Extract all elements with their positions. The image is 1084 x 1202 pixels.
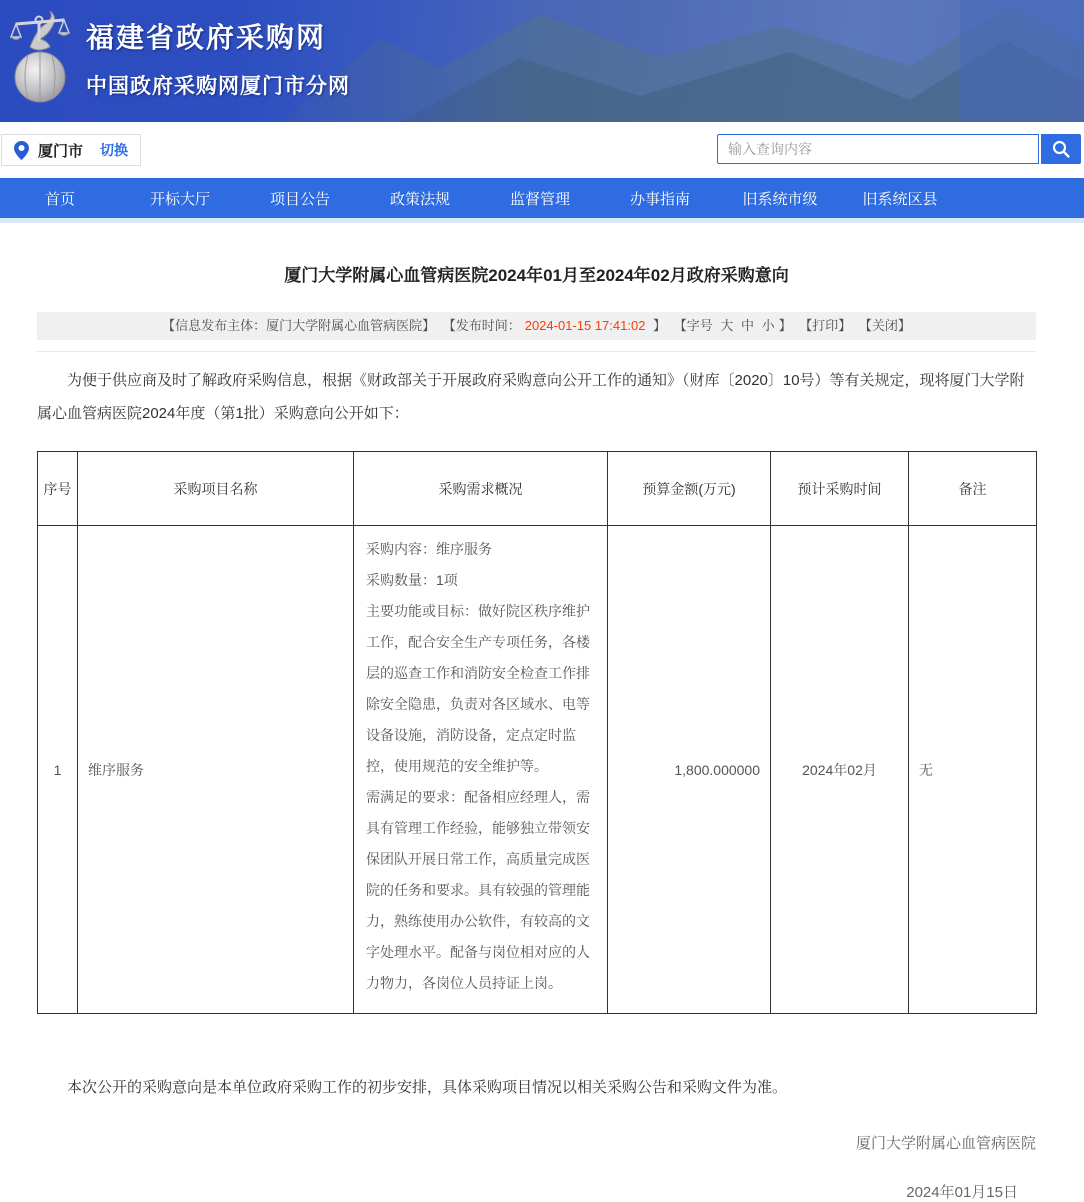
search-input[interactable]	[717, 134, 1039, 164]
demand-line: 主要功能或目标：做好院区秩序维护工作，配合安全生产专项任务，各楼层的巡查工作和消防安全检查工作排除安全隐患，负责对各区域水、电等设备设施，消防设备，定点定时监控，使用规范的安全维护等。	[366, 603, 590, 774]
nav-item-old-system-city[interactable]: 旧系统市级	[742, 190, 818, 208]
print-button[interactable]: 【打印】	[799, 318, 852, 333]
toolbar	[0, 122, 1084, 178]
closing-paragraph: 本次公开的采购意向是本单位政府采购工作的初步安排，具体采购项目情况以相关采购公告和采购文件为准。	[67, 1079, 788, 1096]
publish-time-suffix: 】	[649, 318, 667, 333]
scales-globe-icon	[8, 7, 72, 107]
table-header-row	[38, 452, 1037, 526]
demand-line: 采购数量：1项	[366, 572, 458, 588]
nav-item-service-guide[interactable]: 办事指南	[629, 190, 690, 208]
col-header-demand: 采购需求概况	[354, 452, 608, 526]
cell-purchase-time: 2024年02月	[771, 526, 909, 1014]
demand-line: 采购内容：维序服务	[366, 541, 492, 557]
fontsize-suffix: 】	[778, 318, 792, 333]
article-meta-bar	[37, 312, 1036, 340]
search-bar	[717, 134, 1081, 164]
fontsize-large-button[interactable]: 大	[720, 318, 734, 333]
fontsize-prefix: 【字号	[673, 318, 713, 333]
nav-item-home[interactable]: 首页	[44, 190, 75, 208]
article	[37, 261, 1036, 1202]
switch-city-link[interactable]: 切换	[100, 142, 129, 158]
document-date: 2024年01月15日	[906, 1184, 1018, 1201]
demand-line: 需满足的要求：配备相应经理人，需具有管理工作经验，能够独立带领安保团队开展日常工作，高质量完成医院的任务和要求。具有较强的管理能力，熟练使用办公软件，有较高的文字处理水平。配备与岗位相对应的人力物力，各岗位人员持证上岗。	[366, 789, 590, 991]
col-header-note: 备注	[909, 452, 1037, 526]
fontsize-medium-button[interactable]: 中	[740, 318, 754, 333]
site-title: 福建省政府采购网	[86, 22, 327, 53]
main-nav	[0, 178, 1084, 218]
col-header-no: 序号	[38, 452, 78, 526]
current-city-label: 厦门市	[38, 142, 84, 160]
cell-note: 无	[909, 526, 1037, 1014]
issuer-signature: 厦门大学附属心血管病医院	[855, 1135, 1036, 1152]
nav-item-old-system-district[interactable]: 旧系统区县	[862, 190, 938, 208]
close-button[interactable]: 【关闭】	[858, 318, 911, 333]
fontsize-small-button[interactable]: 小	[761, 318, 775, 333]
publish-time-prefix: 【发布时间：	[442, 318, 521, 333]
table-row	[38, 526, 1037, 1014]
search-button[interactable]	[1041, 134, 1081, 164]
nav-item-bid-hall[interactable]: 开标大厅	[149, 190, 210, 208]
location-pin-icon	[14, 141, 29, 160]
site-header	[0, 0, 1084, 122]
location-selector[interactable]	[1, 134, 141, 166]
publisher-label: 【信息发布主体：厦门大学附属心血管病医院】	[162, 318, 436, 333]
col-header-project-name: 采购项目名称	[78, 452, 354, 526]
page-title: 厦门大学附属心血管病医院2024年01月至2024年02月政府采购意向	[284, 266, 789, 285]
nav-bottom-strip	[0, 218, 1084, 223]
meta-divider	[37, 351, 1036, 352]
intro-paragraph: 为便于供应商及时了解政府采购信息，根据《财政部关于开展政府采购意向公开工作的通知》（财库〔2020〕10号）等有关规定，现将厦门大学附属心血管病医院2024年度（第1批）采购意向公开如下：	[37, 372, 1025, 422]
col-header-time: 预计采购时间	[771, 452, 909, 526]
search-icon	[1051, 139, 1071, 159]
cell-demand-overview	[354, 526, 608, 1014]
cell-project-name: 维序服务	[78, 526, 354, 1014]
cell-row-no: 1	[38, 526, 78, 1014]
nav-item-policies[interactable]: 政策法规	[389, 190, 450, 208]
nav-item-project-notices[interactable]: 项目公告	[269, 190, 330, 208]
col-header-budget: 预算金额(万元)	[608, 452, 771, 526]
cell-budget-amount: 1,800.000000	[608, 526, 771, 1014]
site-logo	[8, 7, 72, 107]
site-subtitle: 中国政府采购网厦门市分网	[86, 75, 350, 98]
publish-time-value: 2024-01-15 17:41:02	[524, 318, 646, 333]
procurement-table	[37, 451, 1037, 1014]
nav-item-supervision[interactable]: 监督管理	[509, 190, 570, 208]
